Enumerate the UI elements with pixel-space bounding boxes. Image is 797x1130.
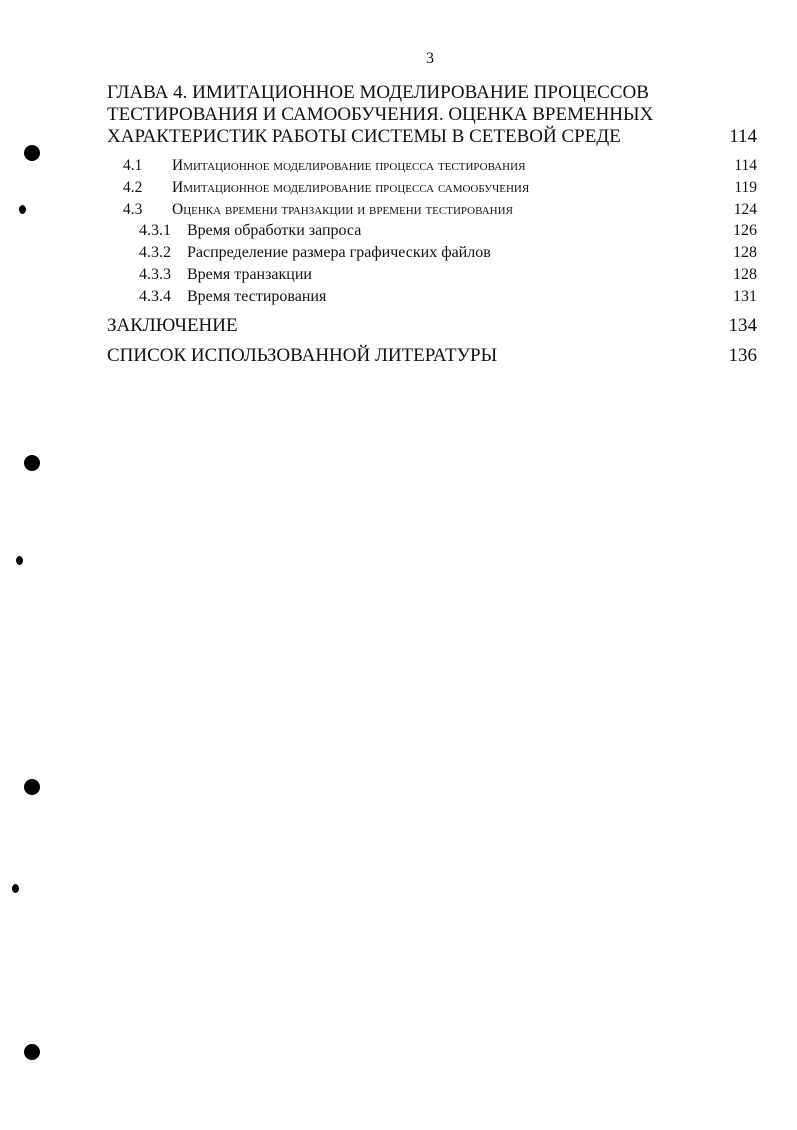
- subsection-number: 4.3.1: [139, 222, 171, 239]
- chapter-page: 114: [729, 126, 757, 147]
- references-page: 136: [728, 345, 757, 366]
- subsection-title: Время транзакции: [187, 266, 312, 283]
- chapter-title-line-3: ХАРАКТЕРИСТИК РАБОТЫ СИСТЕМЫ В СЕТЕВОЙ СРЕДЕ: [107, 126, 621, 147]
- binder-hole: [24, 145, 40, 161]
- subsection-page: 131: [733, 288, 757, 305]
- conclusion-title: ЗАКЛЮЧЕНИЕ: [107, 315, 238, 336]
- section-page: 114: [734, 157, 757, 174]
- subsection-title: Распределение размера графических файлов: [187, 244, 491, 261]
- subsection-page: 128: [733, 244, 757, 261]
- binder-hole: [24, 1044, 40, 1060]
- section-number: 4.1: [123, 157, 143, 174]
- section-title: Оценка времени транзакции и времени тестирования: [172, 201, 513, 218]
- section-number: 4.3: [123, 201, 143, 218]
- subsection-page: 126: [733, 222, 757, 239]
- section-title: Имитационное моделирование процесса тестирования: [172, 157, 526, 174]
- subsection-number: 4.3.4: [139, 288, 171, 305]
- chapter-title-line-1: ГЛАВА 4. ИМИТАЦИОННОЕ МОДЕЛИРОВАНИЕ ПРОЦЕССОВ: [107, 82, 649, 103]
- scan-speck: [16, 556, 23, 565]
- subsection-page: 128: [733, 266, 757, 283]
- conclusion-page: 134: [728, 315, 757, 336]
- section-title: Имитационное моделирование процесса самообучения: [172, 179, 530, 196]
- binder-hole: [24, 779, 40, 795]
- scan-speck: [12, 884, 19, 893]
- subsection-number: 4.3.2: [139, 244, 171, 261]
- chapter-title-line-2: ТЕСТИРОВАНИЯ И САМООБУЧЕНИЯ. ОЦЕНКА ВРЕМЕННЫХ: [107, 104, 654, 125]
- binder-hole: [24, 455, 40, 471]
- section-number: 4.2: [123, 179, 143, 196]
- subsection-title: Время тестирования: [187, 288, 327, 305]
- section-page: 124: [733, 201, 757, 218]
- page-number: 3: [426, 50, 434, 67]
- section-page: 119: [734, 179, 757, 196]
- subsection-title: Время обработки запроса: [187, 222, 362, 239]
- scan-speck: [19, 205, 26, 214]
- subsection-number: 4.3.3: [139, 266, 171, 283]
- references-title: СПИСОК ИСПОЛЬЗОВАННОЙ ЛИТЕРАТУРЫ: [107, 345, 498, 366]
